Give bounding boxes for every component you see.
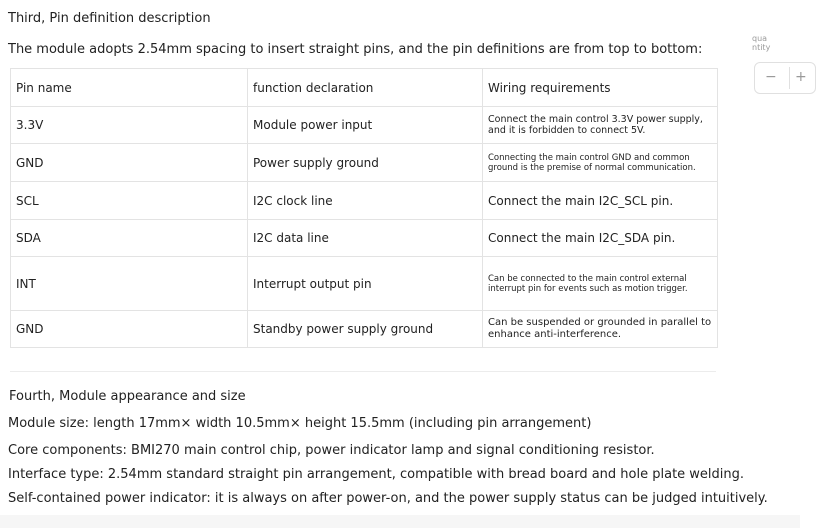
wiring-cell: Connect the main I2C_SDA pin. [483,220,718,257]
table-row [11,257,718,311]
quantity-label [752,34,770,52]
pin-cell: SDA [11,220,248,257]
bottom-band [0,515,800,528]
function-cell: I2C clock line [248,182,483,220]
header-pin-name: Pin name [11,69,248,107]
quantity-label-line-1: qua [752,34,768,43]
pin-cell: SCL [11,182,248,220]
function-cell: Standby power supply ground [248,311,483,348]
pin-definition-table [10,68,718,348]
pin-cell: 3.3V [11,107,248,144]
header-function: function declaration [248,69,483,107]
pin-cell: INT [11,257,248,311]
section-divider [10,371,716,372]
section-4-heading: Fourth, Module appearance and size [9,389,246,404]
table-row [11,220,718,257]
table-row [11,311,718,348]
function-cell: I2C data line [248,220,483,257]
wiring-cell: Connecting the main control GND and common ground is the premise of normal communication. [483,144,718,182]
power-indicator-line: Self-contained power indicator: it is always on after power-on, and the power supply status can be judged intuitively. [8,491,768,506]
table-row [11,144,718,182]
plus-icon[interactable]: + [795,69,807,85]
quantity-stepper[interactable] [754,62,816,94]
function-cell: Power supply ground [248,144,483,182]
function-cell: Interrupt output pin [248,257,483,311]
table-row [11,182,718,220]
wiring-cell: Connect the main I2C_SCL pin. [483,182,718,220]
header-wiring: Wiring requirements [483,69,718,107]
module-size-line: Module size: length 17mm× width 10.5mm× height 15.5mm (including pin arrangement) [8,416,592,431]
interface-type-line: Interface type: 2.54mm standard straight pin arrangement, compatible with bread board and hole plate welding. [8,467,745,482]
table-header-row [11,69,718,107]
pin-cell: GND [11,144,248,182]
table-row [11,107,718,144]
minus-icon[interactable]: − [765,69,777,85]
quantity-widget [752,18,807,98]
wiring-cell: Connect the main control 3.3V power supply, and it is forbidden to connect 5V. [483,107,718,144]
section-3-heading: Third, Pin definition description [8,11,211,26]
wiring-cell: Can be suspended or grounded in parallel to enhance anti-interference. [483,311,718,348]
quantity-label-line-2: ntity [752,43,771,52]
section-3-intro: The module adopts 2.54mm spacing to insert straight pins, and the pin definitions are from top to bottom: [8,42,703,57]
core-components-line: Core components: BMI270 main control chip, power indicator lamp and signal conditioning resistor. [8,443,655,458]
pin-cell: GND [11,311,248,348]
function-cell: Module power input [248,107,483,144]
wiring-cell: Can be connected to the main control external interrupt pin for events such as motion trigger. [483,257,718,311]
stepper-divider [789,67,790,89]
